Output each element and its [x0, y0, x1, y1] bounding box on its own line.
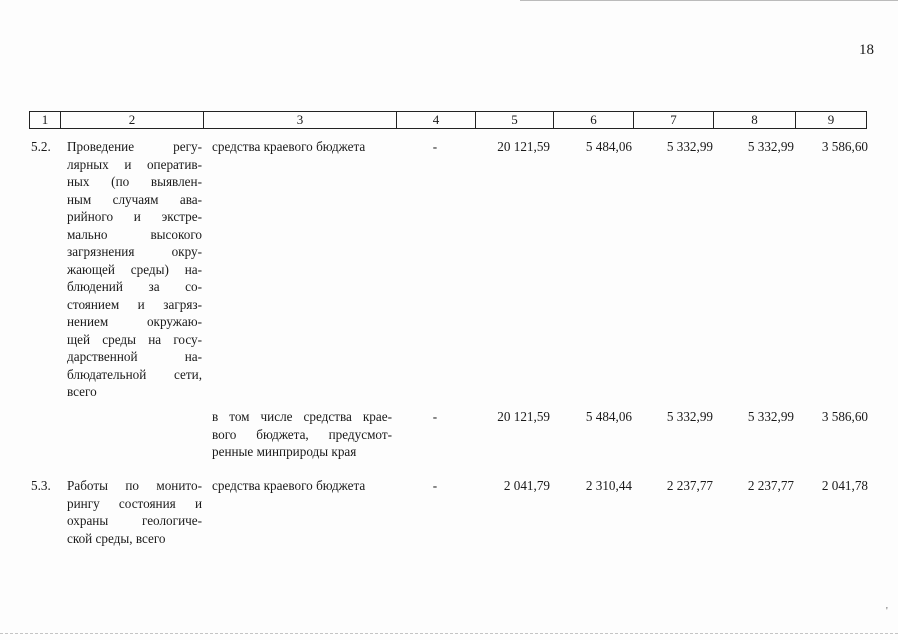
row-name-line: лярных и оператив- — [67, 156, 202, 172]
row-source-line: вого бюджета, предусмот- — [212, 426, 392, 442]
row-number: 5.3. — [31, 478, 51, 493]
row-name-line: рийного и экстре- — [67, 209, 202, 224]
row-source-line: средства краевого бюджета — [212, 478, 366, 493]
row-col4: - — [432, 409, 438, 424]
row-name-line: жающей среды) на- — [67, 261, 202, 277]
row-source — [212, 138, 392, 156]
row-name-line: блюдений за со- — [67, 279, 202, 294]
row-name-line: всего — [67, 384, 97, 399]
row-value-8: 2 237,77 — [747, 478, 794, 493]
header-cell-1: 1 — [29, 112, 60, 128]
row-source — [212, 477, 392, 495]
row-name-line: стоянием и загряз- — [67, 296, 202, 312]
header-cell-4: 4 — [396, 112, 475, 128]
row-name-line: дарственной на- — [67, 349, 202, 364]
scan-speck: ' — [886, 606, 888, 617]
row-value-6: 5 484,06 — [585, 139, 632, 154]
row-name-line: охраны геологиче- — [67, 513, 202, 528]
row-value-7: 5 332,99 — [666, 409, 713, 424]
row-value-5: 20 121,59 — [497, 409, 550, 424]
row-name-line: нением окружаю- — [67, 314, 202, 329]
row-number: 5.2. — [31, 139, 51, 154]
row-value-6: 2 310,44 — [585, 478, 632, 493]
header-cell-3: 3 — [203, 112, 396, 128]
row-name-line: загрязнения окру- — [67, 244, 202, 259]
row-name-line: ным случаям ава- — [67, 191, 202, 207]
row-name-line: Работы по монито- — [67, 478, 202, 493]
header-cell-5: 5 — [475, 112, 553, 128]
scan-edge-bottom — [0, 633, 898, 634]
row-value-9: 2 041,78 — [821, 478, 868, 493]
row-name-line: Проведение регу- — [67, 139, 202, 154]
row-source-line: средства краевого бюджета — [212, 139, 366, 154]
row-name-line: мально высокого — [67, 226, 202, 242]
scan-edge-top — [520, 0, 898, 3]
row-source-line: ренные минприроды края — [212, 444, 357, 459]
row-value-9: 3 586,60 — [821, 409, 868, 424]
row-source-line: в том числе средства крае- — [212, 409, 392, 424]
header-cell-9: 9 — [795, 112, 867, 128]
header-cell-2: 2 — [60, 112, 203, 128]
row-value-7: 5 332,99 — [666, 139, 713, 154]
row-name-line: ных (по выявлен- — [67, 174, 202, 189]
row-col4: - — [432, 478, 438, 493]
row-value-6: 5 484,06 — [585, 409, 632, 424]
header-cell-8: 8 — [713, 112, 795, 128]
row-col4: - — [432, 139, 438, 154]
row-value-8: 5 332,99 — [747, 139, 794, 154]
row-value-8: 5 332,99 — [747, 409, 794, 424]
row-value-5: 2 041,79 — [503, 478, 550, 493]
row-name-line: щей среды на госу- — [67, 331, 202, 347]
row-name — [67, 477, 202, 547]
header-cell-7: 7 — [633, 112, 713, 128]
row-value-9: 3 586,60 — [821, 139, 868, 154]
row-source — [212, 408, 392, 461]
table-header — [29, 111, 867, 129]
row-name — [67, 138, 202, 401]
row-name-line: рингу состояния и — [67, 495, 202, 511]
header-cell-6: 6 — [553, 112, 633, 128]
row-value-5: 20 121,59 — [497, 139, 550, 154]
page-number: 18 — [859, 42, 874, 58]
row-name-line: блюдательной сети, — [67, 366, 202, 382]
row-name-line: ской среды, всего — [67, 530, 166, 546]
row-value-7: 2 237,77 — [666, 478, 713, 493]
